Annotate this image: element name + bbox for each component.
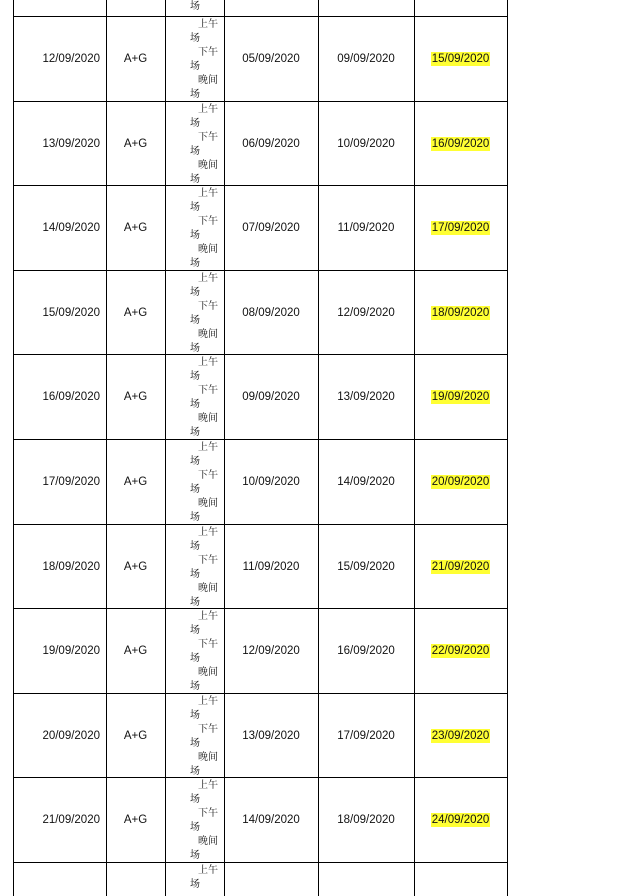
row-date: 19/09/2020 (42, 644, 100, 657)
session-label: 晚间 (198, 75, 218, 86)
row-date-b: 14/09/2020 (337, 475, 395, 488)
session-label: 晚间 (198, 583, 218, 594)
row-code: A+G (123, 475, 148, 488)
session-label: 场 (190, 456, 200, 467)
session-label: 场 (190, 681, 200, 692)
row-code: A+G (123, 221, 148, 234)
session-label: 晚间 (198, 329, 218, 340)
row-date: 17/09/2020 (42, 475, 100, 488)
session-label: 下午 (198, 470, 218, 481)
session-label: 场 (190, 202, 200, 213)
session-label: 上午 (198, 696, 218, 707)
session-label: 晚间 (198, 667, 218, 678)
row-date-b: 16/09/2020 (337, 644, 395, 657)
row-divider (13, 862, 508, 863)
session-label: 场 (190, 174, 200, 185)
session-label: 场 (190, 89, 200, 100)
session-label: 场 (190, 399, 200, 410)
row-date-c-highlighted-text: 17/09/2020 (431, 221, 490, 234)
row-date-a: 11/09/2020 (242, 560, 300, 573)
row-date-a: 08/09/2020 (242, 306, 300, 319)
row-date-c-highlighted (414, 524, 507, 609)
row-date-b: 11/09/2020 (337, 221, 395, 234)
session-label: 场 (190, 597, 200, 608)
session-label: 场 (190, 146, 200, 157)
row-date: 16/09/2020 (42, 390, 100, 403)
row-date-c-highlighted-text: 18/09/2020 (431, 306, 490, 319)
session-label: 场 (190, 879, 200, 890)
session-label: 场 (190, 738, 200, 749)
session-label: 上午 (198, 442, 218, 453)
session-label: 下午 (198, 216, 218, 227)
session-label: 下午 (198, 724, 218, 735)
session-label: 下午 (198, 385, 218, 396)
row-code: A+G (123, 137, 148, 150)
row-code: A+G (123, 306, 148, 319)
session-label: 下午 (198, 639, 218, 650)
row-date-a: 13/09/2020 (242, 729, 300, 742)
row-date: 14/09/2020 (42, 221, 100, 234)
session-label: 上午 (198, 611, 218, 622)
row-date-b: 10/09/2020 (337, 137, 395, 150)
session-label: 上午 (198, 865, 218, 876)
session-label: 场 (190, 766, 200, 777)
row-date-a: 06/09/2020 (242, 137, 300, 150)
row-code: A+G (123, 560, 148, 573)
row-date-b: 15/09/2020 (337, 560, 395, 573)
row-date-c-highlighted (414, 354, 507, 439)
session-label: 下午 (198, 132, 218, 143)
session-label: 场 (190, 569, 200, 580)
row-date-c-highlighted (414, 608, 507, 693)
row-date: 12/09/2020 (42, 52, 100, 65)
session-label: 上午 (198, 527, 218, 538)
row-date-c-highlighted (414, 777, 507, 862)
session-label: 场 (190, 822, 200, 833)
session-label: 场 (190, 710, 200, 721)
row-date-a: 12/09/2020 (242, 644, 300, 657)
session-label: 下午 (198, 555, 218, 566)
session-label: 场 (190, 427, 200, 438)
session-label: 场 (190, 61, 200, 72)
column-divider (165, 0, 166, 896)
session-label: 场 (190, 1, 200, 12)
row-date-c-highlighted (414, 270, 507, 355)
session-label: 场 (190, 258, 200, 269)
session-label: 晚间 (198, 244, 218, 255)
session-label: 晚间 (198, 413, 218, 424)
row-date-c-highlighted-text: 22/09/2020 (431, 644, 490, 657)
session-label: 晚间 (198, 498, 218, 509)
row-date-c-highlighted-text: 23/09/2020 (431, 729, 490, 742)
row-date-b: 17/09/2020 (337, 729, 395, 742)
session-label: 上午 (198, 19, 218, 30)
session-label: 晚间 (198, 160, 218, 171)
row-date: 21/09/2020 (42, 813, 100, 826)
session-label: 场 (190, 625, 200, 636)
column-divider (507, 0, 508, 896)
session-label: 下午 (198, 301, 218, 312)
row-date-c-highlighted-text: 15/09/2020 (431, 52, 490, 65)
session-label: 场 (190, 541, 200, 552)
row-date-b: 12/09/2020 (337, 306, 395, 319)
row-date-b: 13/09/2020 (337, 390, 395, 403)
row-date-c-highlighted-text: 21/09/2020 (431, 560, 490, 573)
session-label: 上午 (198, 780, 218, 791)
row-code: A+G (123, 390, 148, 403)
session-label: 场 (190, 315, 200, 326)
row-date-c-highlighted-text: 20/09/2020 (431, 475, 490, 488)
row-date-a: 07/09/2020 (242, 221, 300, 234)
row-code: A+G (123, 52, 148, 65)
session-label: 上午 (198, 357, 218, 368)
row-date-c-highlighted-text: 16/09/2020 (431, 137, 490, 150)
row-date-b: 09/09/2020 (337, 52, 395, 65)
row-date-b: 18/09/2020 (337, 813, 395, 826)
row-date-c-highlighted (414, 439, 507, 524)
row-date-a: 09/09/2020 (242, 390, 300, 403)
session-label: 上午 (198, 188, 218, 199)
row-code: A+G (123, 729, 148, 742)
session-label: 场 (190, 512, 200, 523)
row-code: A+G (123, 644, 148, 657)
session-label: 场 (190, 287, 200, 298)
session-label: 场 (190, 230, 200, 241)
session-label: 场 (190, 371, 200, 382)
session-label: 下午 (198, 47, 218, 58)
row-date: 20/09/2020 (42, 729, 100, 742)
row-date-a: 10/09/2020 (242, 475, 300, 488)
session-label: 场 (190, 33, 200, 44)
session-label: 上午 (198, 104, 218, 115)
row-date-c-highlighted (414, 101, 507, 186)
row-date: 13/09/2020 (42, 137, 100, 150)
session-label: 场 (190, 118, 200, 129)
row-date-c-highlighted-text: 19/09/2020 (431, 390, 490, 403)
row-date-c-highlighted (414, 185, 507, 270)
session-label: 晚间 (198, 836, 218, 847)
session-label: 晚间 (198, 752, 218, 763)
row-date-c-highlighted (414, 693, 507, 778)
session-label: 场 (190, 343, 200, 354)
row-date-c-highlighted (414, 16, 507, 101)
session-label: 场 (190, 794, 200, 805)
session-label: 场 (190, 484, 200, 495)
row-code: A+G (123, 813, 148, 826)
session-label: 下午 (198, 808, 218, 819)
row-date-c-highlighted-text: 24/09/2020 (431, 813, 490, 826)
session-label: 场 (190, 850, 200, 861)
row-date: 18/09/2020 (42, 560, 100, 573)
row-date-a: 14/09/2020 (242, 813, 300, 826)
row-date: 15/09/2020 (42, 306, 100, 319)
session-label: 场 (190, 653, 200, 664)
session-label: 上午 (198, 273, 218, 284)
row-date-a: 05/09/2020 (242, 52, 300, 65)
